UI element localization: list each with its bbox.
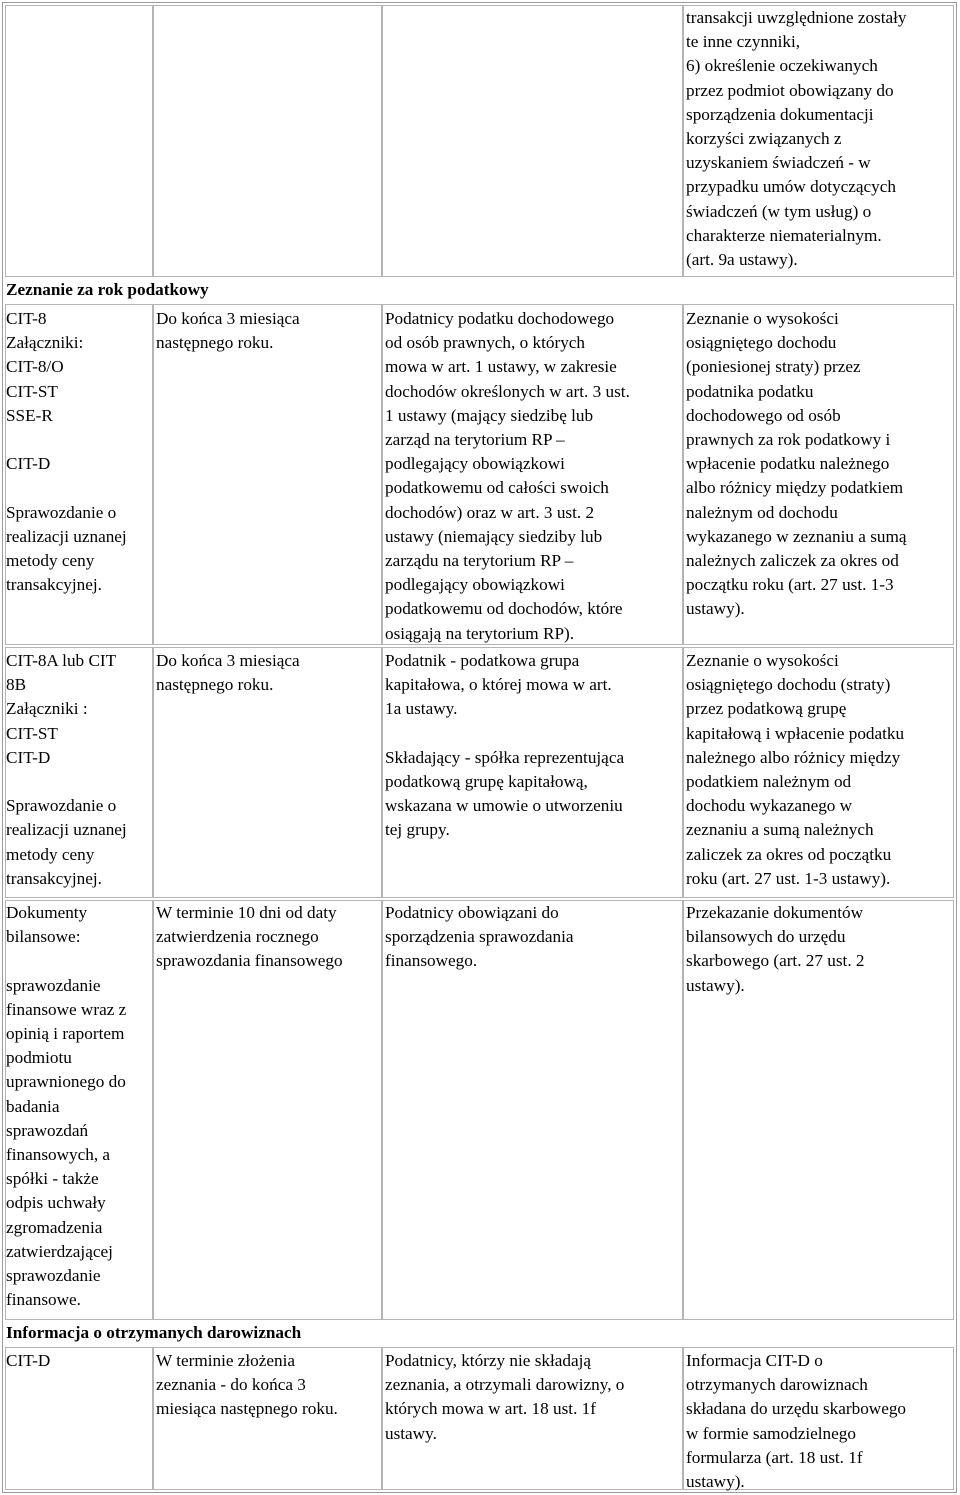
text-line: Do końca 3 miesiąca [156, 651, 300, 670]
text-line: zgromadzenia [6, 1217, 103, 1237]
text-line: realizacji uznanej [6, 526, 127, 546]
text-line: spółki - także [6, 1169, 99, 1189]
document-table [2, 2, 957, 1493]
text-line: Podatnicy, którzy nie składają [385, 1351, 592, 1370]
text-line: Podatnicy podatku dochodowego [385, 309, 615, 328]
text-line: Sprawozdanie o [6, 502, 117, 522]
table-cell [5, 5, 153, 277]
text-line: 8B [6, 675, 27, 695]
cell-text [686, 307, 906, 622]
text-line: finansowych, a [6, 1145, 111, 1165]
text-line: W terminie 10 dni od daty [156, 903, 337, 922]
text-line: w formie samodzielnego [686, 1423, 856, 1443]
text-line [6, 949, 126, 973]
cell-text [686, 649, 904, 891]
text-line: opinią i raportem [6, 1024, 125, 1044]
text-line: Przekazanie dokumentów [686, 903, 864, 922]
text-line: bilansowe: [6, 927, 81, 947]
text-line: początku roku (art. 27 ust. 1-3 [686, 575, 894, 595]
text-line: sprawozdanie [6, 1266, 101, 1286]
text-line: 1 ustawy (mający siedzibę lub [385, 405, 594, 425]
text-line: należnego albo różnicy między [686, 747, 901, 767]
text-line: zaliczek za okres od początku [686, 844, 892, 864]
text-line: Podatnik - podatkowa grupa [385, 651, 580, 670]
text-line: CIT-8A lub CIT [6, 651, 117, 670]
text-line: finansowego. [385, 951, 478, 971]
text-line: zeznaniu a sumą należnych [686, 820, 874, 840]
text-line: 6) określenie oczekiwanych [686, 56, 878, 76]
text-line: zarząd na terytorium RP – [385, 430, 565, 450]
text-line: podlegający obowiązkowi [385, 454, 565, 474]
cell-text [385, 1349, 624, 1446]
text-line: dochodu wykazanego w [686, 796, 853, 816]
text-line: CIT-8/O [6, 357, 64, 377]
text-line: przypadku umów dotyczących [686, 177, 896, 197]
text-line: podlegający obowiązkowi [385, 575, 565, 595]
text-line: badania [6, 1096, 60, 1116]
text-line: CIT-ST [6, 723, 58, 743]
text-line: Zeznanie o wysokości [686, 651, 839, 670]
text-line [385, 722, 624, 746]
text-line: korzyści związanych z [686, 129, 842, 149]
text-line: dochodowego od osób [686, 405, 841, 425]
text-line: zatwierdzającej [6, 1241, 113, 1261]
text-line: metody ceny [6, 551, 95, 571]
text-line: SSE-R [6, 405, 53, 425]
text-line: roku (art. 27 ust. 1-3 ustawy). [686, 868, 891, 888]
text-line: podatkiem należnym od [686, 772, 852, 792]
text-line: Sprawozdanie o [6, 796, 117, 816]
text-line: ustawy (niemający siedziby lub [385, 526, 603, 546]
text-line [6, 476, 127, 500]
text-line: dochodów określonych w art. 3 ust. [385, 381, 630, 401]
text-line: Do końca 3 miesiąca [156, 309, 300, 328]
text-line: następnego roku. [156, 333, 274, 353]
text-line: albo różnicy między podatkiem [686, 478, 904, 498]
text-line: prawnych za rok podatkowy i [686, 430, 891, 450]
text-line [6, 428, 127, 452]
cell-text [6, 1349, 50, 1373]
section-heading: Informacja o otrzymanych darowiznach [6, 1323, 302, 1342]
text-line: zarządu na terytorium RP – [385, 551, 574, 571]
text-line: podmiotu [6, 1048, 72, 1068]
text-line: należnych zaliczek za okres od [686, 551, 899, 571]
text-line: należnym od dochodu [686, 502, 838, 522]
cell-text [385, 901, 574, 974]
text-line: podatkowemu od całości swoich [385, 478, 609, 498]
text-line: świadczeń (w tym usług) o [686, 201, 872, 221]
text-line: Składający - spółka reprezentująca [385, 747, 625, 767]
text-line: Podatnicy obowiązani do [385, 903, 559, 922]
text-line: ustawy. [385, 1423, 437, 1443]
text-line: CIT-D [6, 454, 51, 474]
section-heading: Zeznanie za rok podatkowy [6, 280, 209, 299]
text-line: CIT-ST [6, 381, 58, 401]
text-line: dochodów) oraz w art. 3 ust. 2 [385, 502, 595, 522]
text-line: sporządzenia dokumentacji [686, 104, 874, 124]
text-line: CIT-D [6, 747, 51, 767]
cell-text [156, 1349, 338, 1422]
text-line: otrzymanych darowiznach [686, 1375, 868, 1395]
text-line: kapitałowa, o której mowa w art. [385, 675, 612, 695]
text-line: mowa w art. 1 ustawy, w zakresie [385, 357, 617, 377]
text-line: podatkowemu od dochodów, które [385, 599, 623, 619]
text-line: których mowa w art. 18 ust. 1f [385, 1399, 596, 1419]
text-line: te inne czynniki, [686, 32, 801, 52]
text-line: przez podmiot obowiązany do [686, 80, 894, 100]
text-line: sprawozdania finansowego [156, 951, 343, 971]
table-cell [382, 5, 683, 277]
text-line: wpłacenie podatku należnego [686, 454, 890, 474]
text-line: bilansowych do urzędu [686, 927, 846, 947]
cell-text [156, 649, 300, 697]
text-line: charakterze niematerialnym. [686, 225, 882, 245]
cell-text [686, 1349, 906, 1494]
text-line: podatnika podatku [686, 381, 814, 401]
text-line: CIT-8 [6, 309, 47, 328]
text-line: ustawy). [686, 975, 745, 995]
text-line: osiągają na terytorium RP). [385, 623, 575, 643]
text-line: sprawozdanie [6, 975, 101, 995]
cell-text [156, 307, 300, 355]
text-line: 1a ustawy. [385, 699, 458, 719]
text-line: Załączniki: [6, 333, 84, 353]
text-line: zatwierdzenia rocznego [156, 927, 319, 947]
text-line: finansowe wraz z [6, 999, 127, 1019]
cell-text [385, 649, 624, 843]
text-line: kapitałową i wpłacenie podatku [686, 723, 905, 743]
text-line: Zeznanie o wysokości [686, 309, 839, 328]
cell-text [686, 6, 907, 272]
text-line: sprawozdań [6, 1120, 89, 1140]
text-line: Informacja CIT-D o [686, 1351, 823, 1370]
table-cell [153, 5, 382, 277]
cell-text [6, 901, 126, 1312]
cell-text [6, 307, 127, 597]
cell-text [385, 307, 630, 646]
text-line: ustawy). [686, 599, 745, 619]
text-line: transakcyjnej. [6, 575, 102, 595]
text-line: osiągniętego dochodu [686, 333, 837, 353]
text-line: Dokumenty [6, 903, 88, 922]
text-line: miesiąca następnego roku. [156, 1399, 338, 1419]
text-line: (art. 9a ustawy). [686, 250, 798, 270]
cell-text [156, 901, 343, 974]
text-line: uprawnionego do [6, 1072, 126, 1092]
text-line: składana do urzędu skarbowego [686, 1399, 907, 1419]
text-line: uzyskaniem świadczeń - w [686, 153, 871, 173]
text-line: ustawy). [686, 1472, 745, 1492]
text-line: odpis uchwały [6, 1193, 106, 1213]
text-line [6, 770, 127, 794]
text-line: W terminie złożenia [156, 1351, 296, 1370]
cell-text [686, 901, 865, 998]
text-line: wykazanego w zeznaniu a sumą [686, 526, 907, 546]
text-line: transakcyjnej. [6, 868, 102, 888]
text-line: skarbowego (art. 27 ust. 2 [686, 951, 865, 971]
text-line: formularza (art. 18 ust. 1f [686, 1447, 863, 1467]
text-line: wskazana w umowie o utworzeniu [385, 796, 623, 816]
text-line: CIT-D [6, 1351, 51, 1370]
cell-text [6, 649, 127, 891]
text-line: metody ceny [6, 844, 95, 864]
text-line: zeznania - do końca 3 [156, 1375, 306, 1395]
text-line: transakcji uwzględnione zostały [686, 8, 907, 27]
text-line: podatkową grupę kapitałową, [385, 772, 588, 792]
text-line: następnego roku. [156, 675, 274, 695]
text-line: realizacji uznanej [6, 820, 127, 840]
text-line: finansowe. [6, 1290, 81, 1310]
text-line: osiągniętego dochodu (straty) [686, 675, 891, 695]
text-line: przez podatkową grupę [686, 699, 847, 719]
text-line: od osób prawnych, o których [385, 333, 586, 353]
text-line: sporządzenia sprawozdania [385, 927, 574, 947]
text-line: Załączniki : [6, 699, 88, 719]
text-line: tej grupy. [385, 820, 450, 840]
text-line: (poniesionej straty) przez [686, 357, 861, 377]
text-line: zeznania, a otrzymali darowizny, o [385, 1375, 625, 1395]
